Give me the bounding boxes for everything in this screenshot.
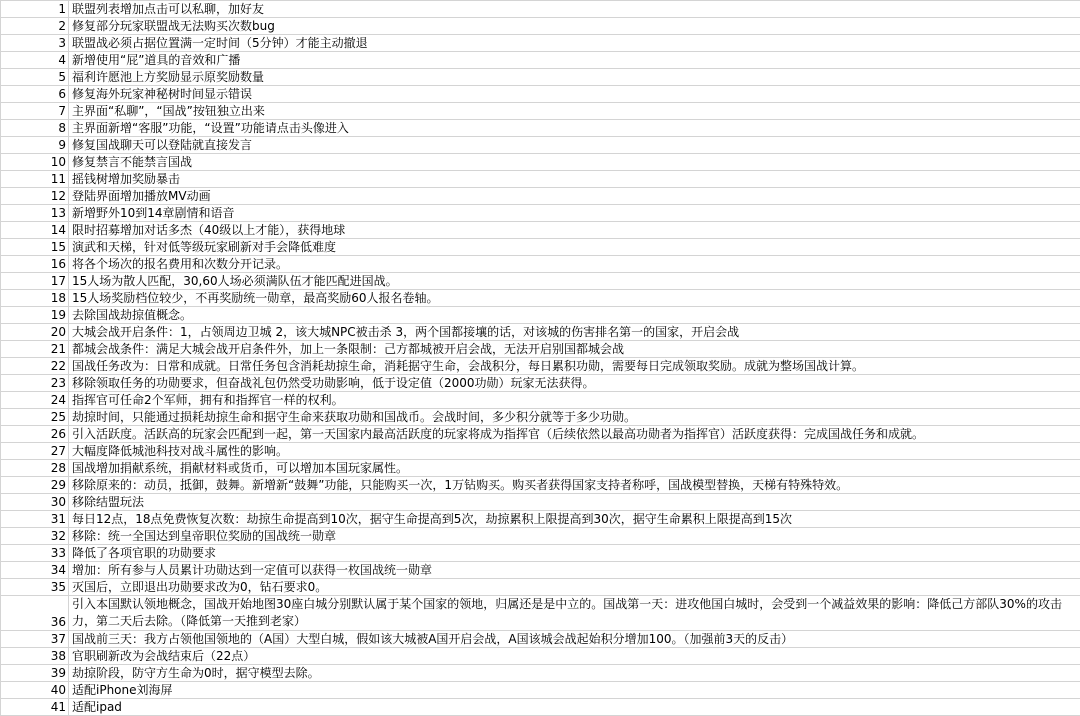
table-row [1,545,1080,562]
row-text-cell[interactable]: 灭国后，立即退出功勋要求改为0，钻石要求0。 [69,579,1080,596]
row-number-cell[interactable]: 12 [1,188,69,205]
row-number-cell[interactable]: 30 [1,494,69,511]
table-row [1,375,1080,392]
table-row [1,460,1080,477]
row-number-cell[interactable]: 29 [1,477,69,494]
table-row [1,1,1080,18]
table-row [1,443,1080,460]
table-row [1,137,1080,154]
row-text-cell[interactable]: 主界面新增“客服”功能，“设置”功能请点击头像进入 [69,120,1080,137]
row-text-cell[interactable]: 新增野外10到14章剧情和语音 [69,205,1080,222]
row-text-cell[interactable]: 移除：统一全国达到皇帝职位奖励的国战统一勋章 [69,528,1080,545]
table-row [1,86,1080,103]
table-row [1,426,1080,443]
row-text-cell[interactable]: 演武和天梯，针对低等级玩家刷新对手会降低难度 [69,239,1080,256]
row-text-cell[interactable]: 大城会战开启条件：1，占领周边卫城 2，该大城NPC被击杀 3，两个国都接壤的话，对该城的伤害排名第一的国家，开启会战 [69,324,1080,341]
row-text-cell[interactable]: 主界面“私聊”，“国战”按钮独立出来 [69,103,1080,120]
row-text-cell[interactable]: 适配iPhone刘海屏 [69,682,1080,699]
table-row [1,239,1080,256]
row-number-cell[interactable]: 24 [1,392,69,409]
row-text-cell[interactable]: 登陆界面增加播放MV动画 [69,188,1080,205]
table-row [1,18,1080,35]
table-row [1,324,1080,341]
row-text-cell[interactable]: 摇钱树增加奖励暴击 [69,171,1080,188]
row-text-cell[interactable]: 去除国战劫掠值概念。 [69,307,1080,324]
row-number-cell[interactable]: 31 [1,511,69,528]
row-number-cell[interactable]: 23 [1,375,69,392]
row-text-cell[interactable]: 修复禁言不能禁言国战 [69,154,1080,171]
table-row [1,596,1080,631]
row-number-cell[interactable]: 14 [1,222,69,239]
table-row [1,358,1080,375]
row-number-cell[interactable]: 40 [1,682,69,699]
row-text-cell[interactable]: 联盟列表增加点击可以私聊，加好友 [69,1,1080,18]
table-row [1,171,1080,188]
row-number-cell[interactable]: 7 [1,103,69,120]
table-row [1,273,1080,290]
row-number-cell[interactable]: 25 [1,409,69,426]
table-row [1,528,1080,545]
table-row [1,511,1080,528]
row-text-cell[interactable]: 移除原来的：动员，抵御，鼓舞。新增新“鼓舞”功能，只能购买一次，1万钻购买。购买者获得国家支持者称呼，国战模型替换，天梯有特殊特效。 [69,477,1080,494]
row-text-cell[interactable]: 福利许愿池上方奖励显示原奖励数量 [69,69,1080,86]
row-text-cell[interactable]: 劫掠时间，只能通过损耗劫掠生命和据守生命来获取功勋和国战币。会战时间，多少积分就等于多少功勋。 [69,409,1080,426]
row-number-cell[interactable]: 5 [1,69,69,86]
table-row [1,579,1080,596]
table-row [1,392,1080,409]
table-row [1,494,1080,511]
table-row [1,562,1080,579]
row-number-cell[interactable]: 21 [1,341,69,358]
row-number-cell[interactable]: 8 [1,120,69,137]
row-number-cell[interactable]: 28 [1,460,69,477]
row-number-cell[interactable]: 41 [1,699,69,716]
row-text-cell[interactable]: 大幅度降低城池科技对战斗属性的影响。 [69,443,1080,460]
table-row [1,631,1080,648]
row-text-cell[interactable]: 都城会战条件：满足大城会战开启条件外，加上一条限制：己方都城被开启会战，无法开启别国都城会战 [69,341,1080,358]
row-number-cell[interactable]: 10 [1,154,69,171]
table-row [1,52,1080,69]
row-text-cell[interactable]: 限时招募增加对话多杰（40级以上才能），获得地球 [69,222,1080,239]
row-number-cell[interactable]: 37 [1,631,69,648]
row-number-cell[interactable]: 38 [1,648,69,665]
row-number-cell[interactable]: 13 [1,205,69,222]
table-row [1,682,1080,699]
row-number-cell[interactable]: 2 [1,18,69,35]
table-row [1,341,1080,358]
row-number-cell[interactable]: 34 [1,562,69,579]
row-number-cell[interactable]: 15 [1,239,69,256]
row-number-cell[interactable]: 39 [1,665,69,682]
table-row [1,477,1080,494]
row-number-cell[interactable]: 4 [1,52,69,69]
row-text-cell[interactable]: 引入活跃度。活跃高的玩家会匹配到一起，第一天国家内最高活跃度的玩家将成为指挥官（后续依然以最高功勋者为指挥官）活跃度获得：完成国战任务和成就。 [69,426,1080,443]
row-text-cell[interactable]: 增加：所有参与人员累计功勋达到一定值可以获得一枚国战统一勋章 [69,562,1080,579]
row-text-cell[interactable]: 移除领取任务的功勋要求，但奋战礼包仍然受功勋影响，低于设定值（2000功勋）玩家无法获得。 [69,375,1080,392]
table-row [1,205,1080,222]
row-text-cell[interactable]: 国战任务改为：日常和成就。日常任务包含消耗劫掠生命，消耗据守生命，会战积分，每日累积功勋，需要每日完成领取奖励。成就为整场国战计算。 [69,358,1080,375]
row-number-cell[interactable]: 20 [1,324,69,341]
row-number-cell[interactable]: 9 [1,137,69,154]
row-text-cell[interactable]: 劫掠阶段，防守方生命为0时，据守模型去除。 [69,665,1080,682]
table-row [1,665,1080,682]
row-number-cell[interactable]: 26 [1,426,69,443]
row-text-cell[interactable]: 移除结盟玩法 [69,494,1080,511]
table-row [1,120,1080,137]
row-text-cell[interactable]: 每日12点，18点免费恢复次数：劫掠生命提高到10次，据守生命提高到5次，劫掠累积上限提高到30次，据守生命累积上限提高到15次 [69,511,1080,528]
row-number-cell[interactable]: 17 [1,273,69,290]
row-number-cell[interactable]: 16 [1,256,69,273]
table-row [1,222,1080,239]
row-text-cell[interactable]: 新增使用“屁”道具的音效和广播 [69,52,1080,69]
row-number-cell[interactable]: 11 [1,171,69,188]
table-row [1,154,1080,171]
row-number-cell[interactable]: 18 [1,290,69,307]
table-row [1,103,1080,120]
row-text-cell[interactable]: 15人场为散人匹配，30,60人场必须满队伍才能匹配进国战。 [69,273,1080,290]
row-text-cell[interactable]: 修复部分玩家联盟战无法购买次数bug [69,18,1080,35]
row-number-cell[interactable]: 36 [1,596,69,631]
table-row [1,307,1080,324]
row-text-cell[interactable]: 修复国战聊天可以登陆就直接发言 [69,137,1080,154]
row-text-cell[interactable]: 国战前三天：我方占领他国领地的（A国）大型白城，假如该大城被A国开启会战，A国该城会战起始积分增加100。（加强前3天的反击） [69,631,1080,648]
row-text-cell[interactable]: 修复海外玩家神秘树时间显示错误 [69,86,1080,103]
row-number-cell[interactable]: 35 [1,579,69,596]
table-row [1,188,1080,205]
table-row [1,648,1080,665]
row-text-cell[interactable]: 引入本国默认领地概念，国战开始地图30座白城分别默认属于某个国家的领地，归属还是是中立的。国战第一天：进攻他国白城时，会受到一个减益效果的影响：降低己方部队30%的攻击力，第二天后去除。（降低第一天推到老家） [69,596,1080,631]
row-text-cell[interactable]: 降低了各项官职的功勋要求 [69,545,1080,562]
row-text-cell[interactable]: 适配ipad [69,699,1080,716]
row-number-cell[interactable]: 33 [1,545,69,562]
table-row [1,35,1080,52]
table-row [1,69,1080,86]
row-number-cell[interactable]: 22 [1,358,69,375]
table-body [1,1,1080,716]
row-number-cell[interactable]: 1 [1,1,69,18]
row-number-cell[interactable]: 19 [1,307,69,324]
row-text-cell[interactable]: 国战增加捐献系统，捐献材料或货币，可以增加本国玩家属性。 [69,460,1080,477]
row-text-cell[interactable]: 指挥官可任命2个军师，拥有和指挥官一样的权利。 [69,392,1080,409]
row-text-cell[interactable]: 将各个场次的报名费用和次数分开记录。 [69,256,1080,273]
table-row [1,290,1080,307]
row-number-cell[interactable]: 3 [1,35,69,52]
row-number-cell[interactable]: 32 [1,528,69,545]
table-row [1,699,1080,716]
row-number-cell[interactable]: 27 [1,443,69,460]
row-number-cell[interactable]: 6 [1,86,69,103]
table-row [1,256,1080,273]
row-text-cell[interactable]: 官职刷新改为会战结束后（22点） [69,648,1080,665]
row-text-cell[interactable]: 联盟战必须占据位置满一定时间（5分钟）才能主动撤退 [69,35,1080,52]
row-text-cell[interactable]: 15人场奖励档位较少，不再奖励统一勋章，最高奖励60人报名卷轴。 [69,290,1080,307]
table-row [1,409,1080,426]
